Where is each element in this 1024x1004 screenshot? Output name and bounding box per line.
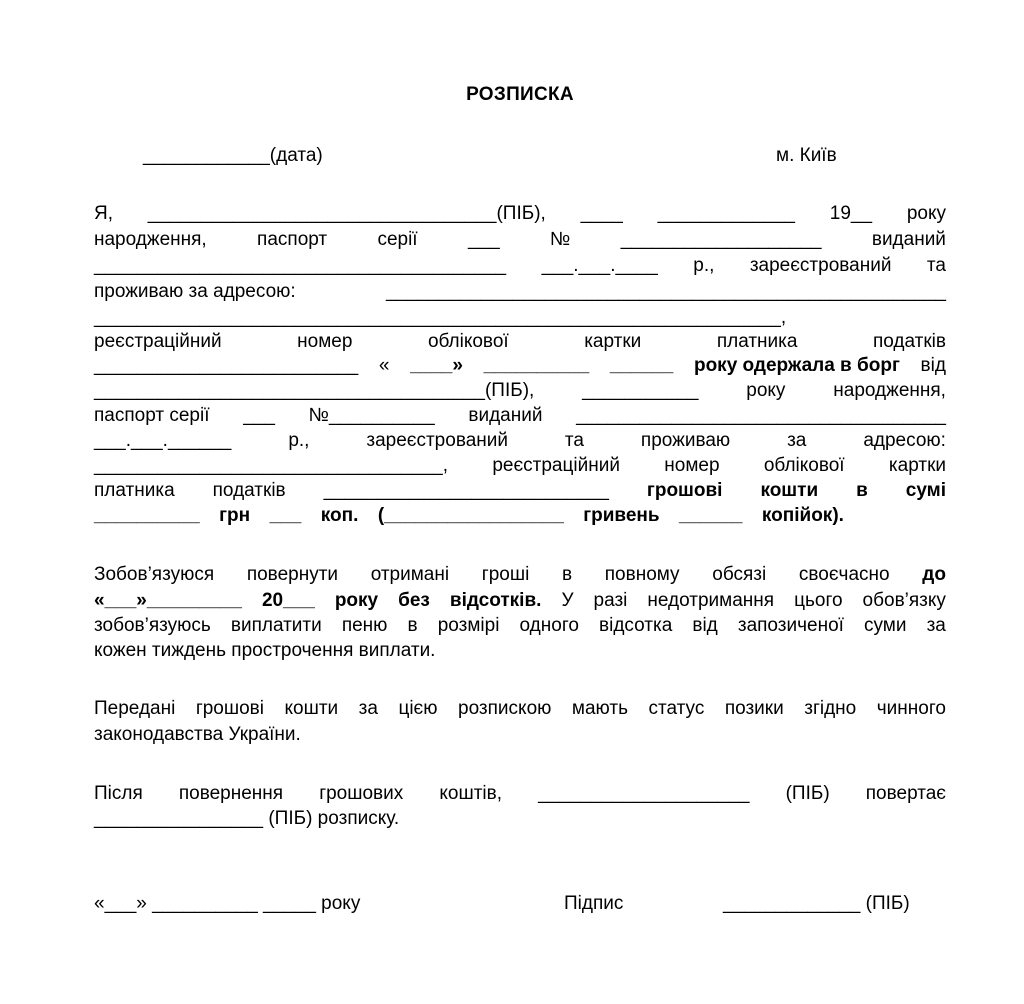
p1-line2: народження, паспорт серії ___ № ___________________ виданий — [94, 229, 946, 250]
document-title: РОЗПИСКА — [466, 84, 574, 105]
city-label: м. Київ — [776, 145, 837, 166]
p4-line1: Після повернення грошових коштів, ____________________ (ПІБ) повертає — [94, 783, 946, 804]
date-field: ____________(дата) — [143, 145, 323, 166]
p1-line13-amount: __________ грн ___ коп. (_________________ гривень ______ копійок). — [94, 505, 844, 526]
p1-line11: _________________________________, реєстраційний номер облікової картки — [94, 455, 946, 476]
p1-line5: _________________________________________________________________, — [94, 307, 787, 328]
p2-line4: кожен тиждень прострочення виплати. — [94, 640, 436, 661]
p3-line2: законодавства України. — [94, 724, 301, 745]
p2-line1: Зобов’язуюся повернути отримані гроші в повному обсязі своєчасно до — [94, 564, 946, 585]
signature-name-field: _____________ (ПІБ) — [723, 893, 910, 914]
p1-line10: ___.___.______ р., зареєстрований та проживаю за адресою: — [94, 430, 946, 451]
p1-line6: реєстраційний номер облікової картки платника податків — [94, 331, 946, 352]
p1-line3: _______________________________________ ___.___.____ р., зареєстрований та — [94, 255, 946, 276]
p3-line1: Передані грошові кошти за цією розпискою мають статус позики згідно чинного — [94, 698, 946, 719]
p2-line2: «___»_________ 20___ року без відсотків. У разі недотримання цього обов’язку — [94, 590, 946, 611]
p1-line9: паспорт серії ___ №__________ виданий ___________________________________ — [94, 405, 946, 426]
p1-line4: проживаю за адресою: _____________________________________________________ — [94, 281, 946, 302]
p4-line2: ________________ (ПІБ) розписку. — [94, 808, 400, 829]
p1-line1: Я, _________________________________(ПІБ), ____ _____________ 19__ року — [94, 203, 946, 224]
p1-line8: _____________________________________(ПІБ), ___________ року народження, — [94, 380, 946, 401]
p1-line12: платника податків ___________________________ грошові кошти в сумі — [94, 480, 946, 501]
footer-date-field: «___» __________ _____ року — [94, 893, 361, 914]
p2-line3: зобов’язуюсь виплатити пеню в розмірі одного відсотка від запозиченої суми за — [94, 615, 946, 636]
signature-label: Підпис — [564, 893, 624, 914]
p1-line7: _________________________ « ____» __________ ______ року одержала в борг від — [94, 355, 946, 376]
